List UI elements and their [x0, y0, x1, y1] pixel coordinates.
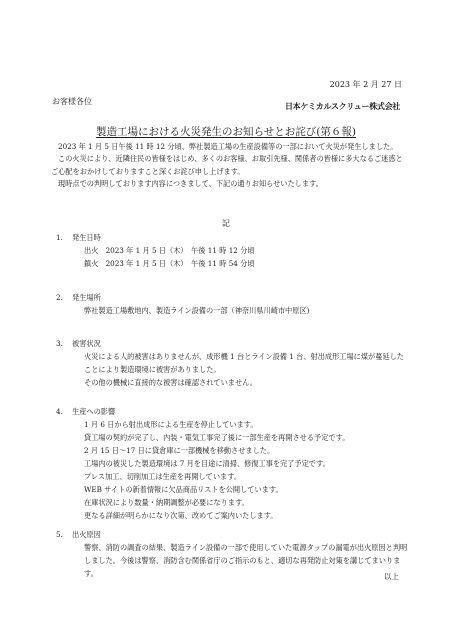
section-number: 3.	[56, 339, 63, 348]
intro-paragraph: この火災により、近隣住民の皆様をはじめ、多くのお客様、お取引先様、関係者の皆様に多大なるご迷惑とご心配をおかけしておりますこと深くお詫び申し上げます。	[51, 154, 403, 176]
section-title: 被害状況	[72, 339, 101, 348]
section-occurrence-time	[56, 231, 408, 270]
company-logo-text: 日本ケミカルスクリュー株式会社	[284, 102, 400, 111]
section-location	[56, 291, 408, 317]
section-number: 1.	[56, 233, 63, 242]
section-title: 出火原因	[72, 530, 101, 539]
section-title: 発生場所	[72, 293, 101, 302]
section-heading	[56, 291, 408, 304]
document-title	[0, 124, 452, 139]
section-line: 更なる詳細が明らかになり次第、改めてご案内いたします。	[84, 511, 278, 520]
section-heading	[56, 231, 408, 244]
intro-paragraphs	[51, 141, 406, 191]
section-production-impact	[56, 405, 408, 522]
section-line: 工場内の被災した製造環境は 7 月を目途に清掃、修復工事を完了予定です。	[84, 459, 330, 468]
intro-paragraph: 2023 年 1 月 5 日午後 11 時 12 分頃、弊社製造工場の生産設備等の一部において火災が発生しました。	[58, 142, 398, 151]
section-heading	[56, 405, 408, 418]
intro-paragraph: 現時点での判明しております内容につきまして、下記の通りお知らせいたします。	[58, 179, 323, 189]
section-damage	[56, 337, 408, 389]
section-number: 4.	[56, 407, 63, 416]
section-body	[56, 541, 408, 580]
section-number: 5.	[56, 530, 63, 539]
section-body	[56, 304, 408, 317]
section-number: 2.	[56, 293, 63, 302]
closing-mark: 以上	[384, 572, 399, 581]
ki-heading: 記	[222, 219, 230, 228]
section-title: 生産への影響	[72, 407, 116, 416]
notice-date: 2023 年 2 月 27 日	[329, 80, 402, 89]
document-title-text: 製造工場における火災発生のお知らせとお詫び(第６報)	[96, 126, 356, 138]
section-fire-cause	[56, 528, 408, 580]
section-line: 弊社製造工場敷地内、製造ライン設備の一部（神奈川県川崎市中原区)	[84, 306, 310, 315]
addressee: お客様各位	[52, 97, 92, 106]
section-line: 1 月 6 日から射出成形による生産を停止しています。	[84, 420, 258, 429]
section-line: 警察、消防の調査の結果、製造ライン設備の一部で使用していた電源タップの漏電が出火原因と判明しました。今後は警察、消防含む関係省庁のご指示のもと、適切な再発防止対策を講じてまいります。	[84, 543, 408, 578]
section-line: 貸工場の契約が完了し、内装・電気工事完了後に一部生産を再開させる予定です。	[84, 433, 350, 442]
section-heading	[56, 337, 408, 350]
section-line: 在庫状況により数量・納期調整が必要になります。	[84, 498, 249, 507]
section-body	[56, 418, 408, 522]
section-line: 出火 2023 年 1 月 5 日（木） 午後 11 時 12 分頃	[84, 246, 255, 255]
section-line: 火災による人的被害はありませんが、成形機 1 台とライン設備 1 台、射出成形工場に煤が蔓延したことにより製造環境に被害がありました。	[84, 352, 404, 374]
section-line: その他の機械に直接的な被害は確認されていません。	[84, 378, 257, 387]
section-heading	[56, 528, 408, 541]
section-line: WEB サイトの新着情報に欠品商品リストを公開しています。	[84, 485, 283, 494]
section-title: 発生日時	[72, 233, 101, 242]
section-line: 2 月 15 日～17 日に貸倉庫に一部機械を移動させました。	[84, 446, 275, 455]
section-body	[56, 350, 408, 389]
section-body	[56, 244, 408, 270]
section-line: プレス加工、切削加工は生産を再開しています。	[84, 472, 242, 481]
section-line: 鎮火 2023 年 1 月 5 日（木） 午後 11 時 54 分頃	[84, 259, 255, 268]
